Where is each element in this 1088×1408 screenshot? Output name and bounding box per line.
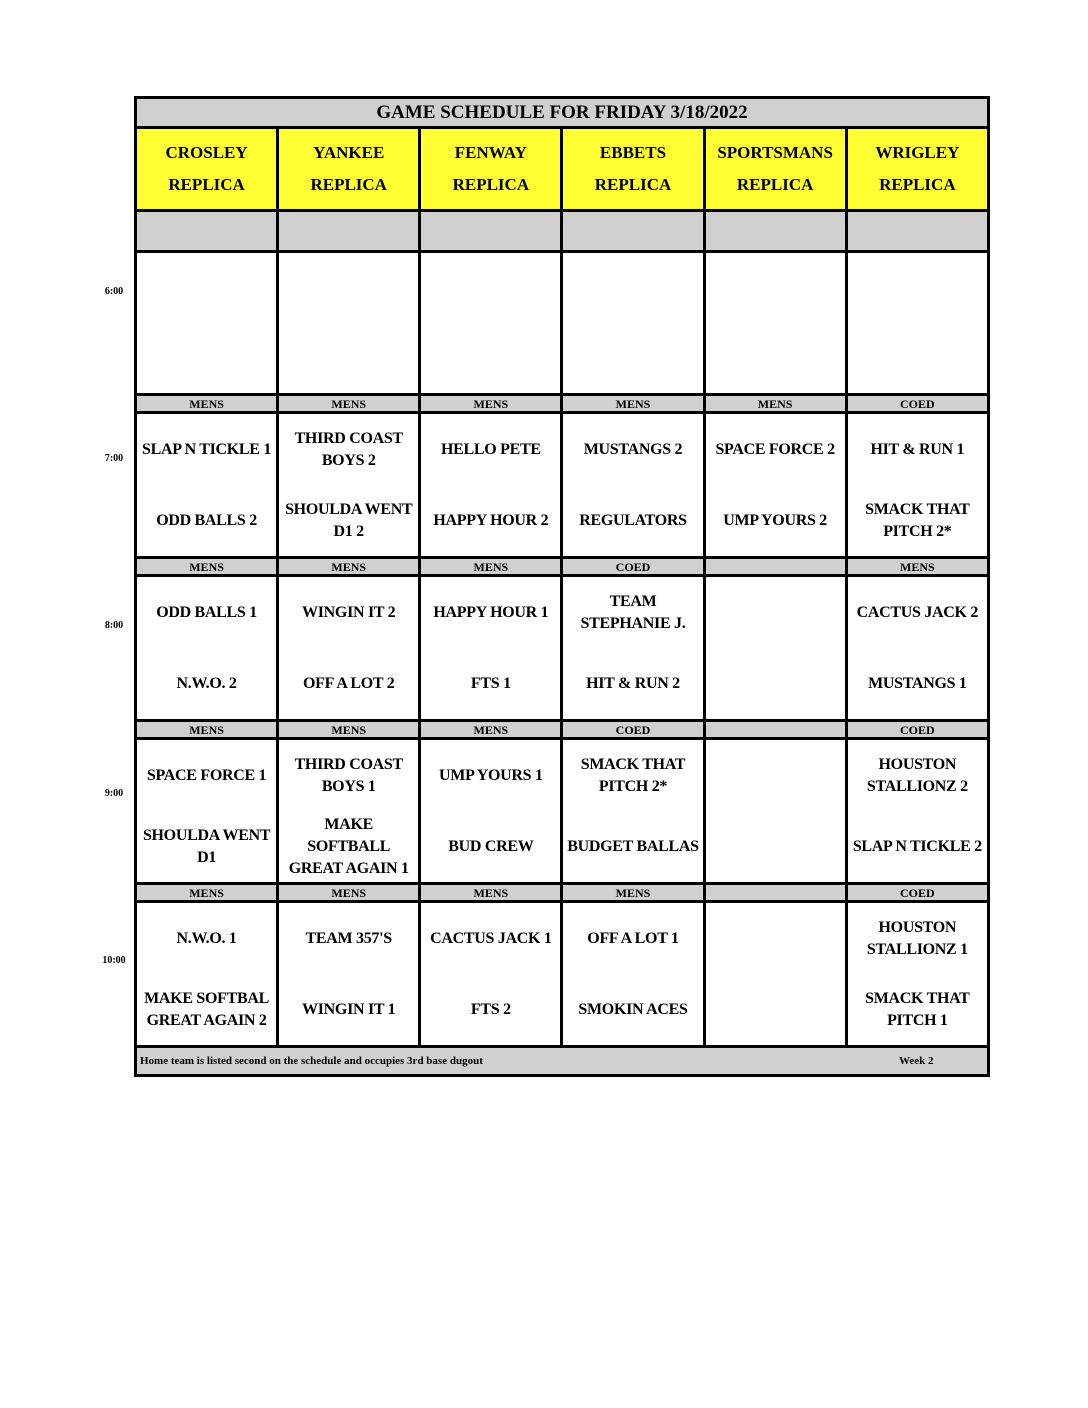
- division-label: MENS: [846, 558, 988, 576]
- division-label: COED: [846, 884, 988, 902]
- away-team: THIRD COAST BOYS 1: [294, 755, 403, 795]
- division-label: [704, 884, 846, 902]
- empty-game-cell: [704, 252, 846, 395]
- division-label: COED: [846, 721, 988, 739]
- field-header: [420, 128, 562, 211]
- away-team: [706, 903, 845, 974]
- game-cell: [562, 413, 704, 558]
- home-team: SLAP N TICKLE 2: [852, 837, 982, 855]
- game-cell: [846, 576, 988, 721]
- field-header: [704, 128, 846, 211]
- field-subtitle: REPLICA: [736, 175, 814, 194]
- division-label: MENS: [420, 721, 562, 739]
- field-subtitle: REPLICA: [879, 175, 956, 194]
- game-cell: [846, 413, 988, 558]
- division-label: MENS: [420, 395, 562, 413]
- away-team: HIT & RUN 1: [870, 440, 965, 458]
- away-team: MUSTANGS 2: [583, 440, 683, 458]
- home-team: [706, 811, 845, 882]
- division-label: MENS: [562, 884, 704, 902]
- division-label: COED: [562, 721, 704, 739]
- empty-game-cell: [420, 252, 562, 395]
- game-cell: [420, 413, 562, 558]
- game-cell: [278, 413, 420, 558]
- home-team: SHOULDA WENT D1: [142, 826, 271, 866]
- away-team: HAPPY HOUR 1: [433, 603, 549, 621]
- game-cell: [136, 739, 278, 884]
- home-team: [706, 974, 845, 1045]
- away-team: WINGIN IT 2: [302, 603, 396, 621]
- away-team: THIRD COAST BOYS 2: [294, 429, 403, 469]
- empty-game-cell: [562, 252, 704, 395]
- field-name: SPORTSMANS: [717, 143, 833, 162]
- home-team: BUDGET BALLAS: [567, 837, 699, 855]
- division-label: COED: [846, 395, 988, 413]
- home-team: FTS 2: [470, 1000, 511, 1018]
- home-team: ODD BALLS 2: [156, 511, 257, 529]
- field-subtitle: REPLICA: [168, 175, 245, 194]
- away-team: TEAM 357'S: [305, 929, 392, 947]
- division-label: MENS: [278, 884, 420, 902]
- division-label: MENS: [420, 884, 562, 902]
- spacer-cell: [420, 211, 562, 252]
- away-team: HOUSTON STALLIONZ 1: [866, 918, 968, 958]
- home-team: [706, 648, 845, 719]
- game-cell: [704, 739, 846, 884]
- away-team: OFF A LOT 1: [587, 929, 679, 947]
- game-cell: [136, 902, 278, 1047]
- home-team: WINGIN IT 1: [302, 1000, 396, 1018]
- game-cell: [420, 576, 562, 721]
- division-label: MENS: [562, 395, 704, 413]
- division-label: [704, 721, 846, 739]
- away-team: N.W.O. 1: [176, 929, 237, 947]
- away-team: SMACK THAT PITCH 2*: [580, 755, 686, 795]
- field-name: CROSLEY: [165, 143, 248, 162]
- field-name: YANKEE: [313, 143, 385, 162]
- field-subtitle: REPLICA: [310, 175, 387, 194]
- game-cell: [704, 413, 846, 558]
- field-header: [278, 128, 420, 211]
- away-team: CACTUS JACK 2: [856, 603, 979, 621]
- away-team: [706, 577, 845, 648]
- schedule-footer: [136, 1047, 989, 1076]
- home-team: N.W.O. 2: [176, 674, 237, 692]
- home-team: FTS 1: [470, 674, 511, 692]
- away-team: ODD BALLS 1: [156, 603, 257, 621]
- game-cell: [562, 902, 704, 1047]
- division-label: MENS: [420, 558, 562, 576]
- away-team: SPACE FORCE 1: [146, 766, 267, 784]
- game-cell: [278, 902, 420, 1047]
- field-header: [846, 128, 988, 211]
- spacer-cell: [278, 211, 420, 252]
- home-team: SHOULDA WENT D1 2: [285, 500, 413, 540]
- division-label: MENS: [136, 558, 278, 576]
- division-label: COED: [562, 558, 704, 576]
- home-team: HAPPY HOUR 2: [433, 511, 549, 529]
- division-label: MENS: [136, 721, 278, 739]
- home-team: SMACK THAT PITCH 2*: [865, 500, 970, 540]
- home-team: BUD CREW: [448, 837, 534, 855]
- field-header: [136, 128, 278, 211]
- time-label-9: 9:00: [104, 788, 124, 799]
- time-label-10: 10:00: [102, 955, 126, 966]
- away-team: SPACE FORCE 2: [715, 440, 835, 458]
- away-team: [706, 740, 845, 811]
- home-team: OFF A LOT 2: [303, 674, 395, 692]
- division-label: MENS: [278, 395, 420, 413]
- schedule-table: [134, 96, 990, 1077]
- empty-game-cell: [136, 252, 278, 395]
- game-cell: [136, 413, 278, 558]
- field-subtitle: REPLICA: [594, 175, 672, 194]
- empty-game-cell: [846, 252, 988, 395]
- spacer-cell: [846, 211, 988, 252]
- away-team: SLAP N TICKLE 1: [142, 440, 272, 458]
- game-cell: [846, 902, 988, 1047]
- week-label: Week 2: [899, 1055, 934, 1067]
- division-label: [704, 558, 846, 576]
- away-team: HOUSTON STALLIONZ 2: [866, 755, 968, 795]
- home-team: MAKE SOFTBAL GREAT AGAIN 2: [144, 989, 269, 1029]
- game-cell: [562, 739, 704, 884]
- field-name: WRIGLEY: [875, 143, 960, 162]
- spacer-cell: [136, 211, 278, 252]
- game-cell: [420, 902, 562, 1047]
- schedule-title: GAME SCHEDULE FOR FRIDAY 3/18/2022: [136, 98, 989, 128]
- home-team: HIT & RUN 2: [586, 674, 680, 692]
- home-team: SMACK THAT PITCH 1: [865, 989, 970, 1029]
- footer-note: Home team is listed second on the schedule and occupies 3rd base dugout: [140, 1055, 483, 1067]
- division-label: MENS: [136, 884, 278, 902]
- away-team: UMP YOURS 1: [439, 766, 543, 784]
- game-cell: [562, 576, 704, 721]
- home-team: MAKE SOFTBALL GREAT AGAIN 1: [288, 815, 409, 877]
- home-team: UMP YOURS 2: [723, 511, 827, 529]
- home-team: MUSTANGS 1: [868, 674, 967, 692]
- spacer-cell: [562, 211, 704, 252]
- division-label: MENS: [278, 721, 420, 739]
- time-label-6: 6:00: [104, 286, 124, 297]
- time-label-7: 7:00: [104, 453, 124, 464]
- division-label: MENS: [278, 558, 420, 576]
- empty-game-cell: [278, 252, 420, 395]
- field-subtitle: REPLICA: [452, 175, 530, 194]
- game-cell: [278, 576, 420, 721]
- field-name: EBBETS: [599, 143, 667, 162]
- game-cell: [846, 739, 988, 884]
- home-team: SMOKIN ACES: [578, 1000, 688, 1018]
- field-header: [562, 128, 704, 211]
- game-cell: [704, 902, 846, 1047]
- away-team: CACTUS JACK 1: [430, 929, 552, 947]
- field-name: FENWAY: [454, 143, 527, 162]
- game-cell: [278, 739, 420, 884]
- time-label-8: 8:00: [104, 620, 124, 631]
- game-cell: [704, 576, 846, 721]
- home-team: REGULATORS: [579, 511, 687, 529]
- division-label: MENS: [136, 395, 278, 413]
- division-label: MENS: [704, 395, 846, 413]
- game-cell: [136, 576, 278, 721]
- game-cell: [420, 739, 562, 884]
- away-team: HELLO PETE: [441, 440, 541, 458]
- spacer-cell: [704, 211, 846, 252]
- away-team: TEAM STEPHANIE J.: [580, 592, 686, 632]
